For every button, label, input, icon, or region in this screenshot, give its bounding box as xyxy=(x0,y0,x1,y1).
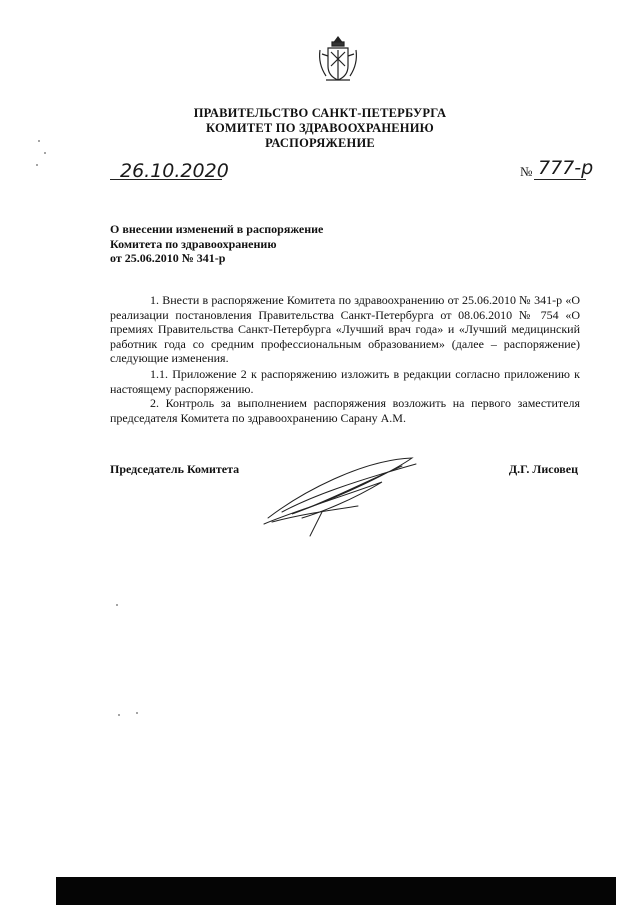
paragraph-3-text: 2. Контроль за выполнением распоряжения возложить на первого заместителя председателя Комитета по здравоохранению Сарану А.М. xyxy=(110,396,580,425)
paragraph-1-text: 1. Внести в распоряжение Комитета по здравоохранению от 25.06.2010 № 341-р «О реализации постановления Правительства Санкт-Петербурга от 08.06.2010 № 754 «О премиях Правительства Санкт-Петербурга «Лучший врач года» и «Лучший медицинский работник года со средним профессиональным образованием» (далее – распоряжение) следующие изменения. xyxy=(110,293,580,365)
header-committee: КОМИТЕТ ПО ЗДРАВООХРАНЕНИЮ xyxy=(206,121,434,135)
document-subject xyxy=(110,222,323,266)
header-doc-type: РАСПОРЯЖЕНИЕ xyxy=(265,136,375,150)
handwritten-date: 26.10.2020 xyxy=(120,160,229,182)
date-underline xyxy=(110,179,222,180)
subject-line-2: Комитета по здравоохранению xyxy=(110,236,277,251)
scan-artifact xyxy=(118,714,120,716)
government-header xyxy=(0,106,640,151)
header-government: ПРАВИТЕЛЬСТВО САНКТ-ПЕТЕРБУРГА xyxy=(193,106,447,120)
body-paragraph-2 xyxy=(110,367,580,396)
number-underline xyxy=(534,179,586,180)
scan-artifact xyxy=(38,140,40,142)
signatory-title: Председатель Комитета xyxy=(110,462,240,476)
scan-artifact xyxy=(136,712,138,714)
scan-artifact xyxy=(36,164,38,166)
subject-line-1: О внесении изменений в распоряжение xyxy=(110,222,324,236)
scan-bottom-bar xyxy=(56,877,616,905)
coat-of-arms-icon xyxy=(316,34,360,90)
handwritten-signature-icon xyxy=(262,452,422,542)
body-paragraph-1 xyxy=(110,293,580,366)
scan-artifact xyxy=(44,152,46,154)
signatory-name: Д.Г. Лисовец xyxy=(508,462,578,476)
scan-artifact xyxy=(116,604,118,606)
body-paragraph-3 xyxy=(110,396,580,425)
subject-line-3: от 25.06.2010 № 341-р xyxy=(110,251,226,265)
handwritten-number: 777-р xyxy=(538,157,594,179)
paragraph-2-text: 1.1. Приложение 2 к распоряжению изложить в редакции согласно приложению к настоящему распоряжению. xyxy=(110,367,580,396)
number-sign: № xyxy=(520,164,533,179)
